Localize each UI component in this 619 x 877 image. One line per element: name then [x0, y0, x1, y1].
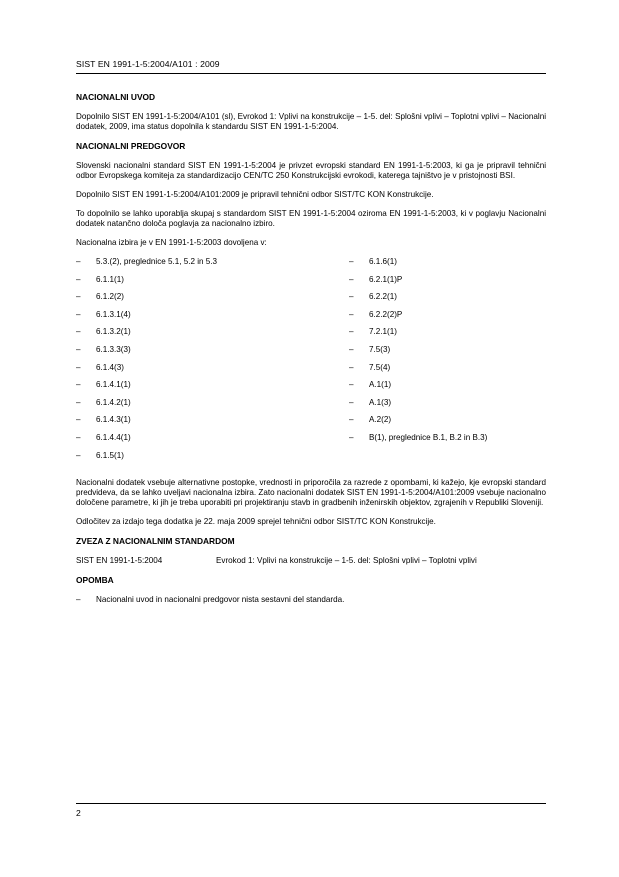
heading-nacionalni-uvod: NACIONALNI UVOD	[76, 92, 156, 102]
list-item-text: A.1(3)	[369, 397, 392, 407]
list-item-text: 6.2.2(1)	[369, 292, 397, 302]
list-dash: –	[76, 257, 81, 266]
list-item-text: 7.2.1(1)	[369, 327, 397, 337]
list-item	[76, 310, 349, 328]
list-item-text: 5.3.(2), preglednice 5.1, 5.2 in 5.3	[96, 257, 218, 266]
list-item	[76, 327, 349, 345]
list-item-text: 6.1.4.3(1)	[96, 415, 131, 425]
heading-nacionalni-predgovor: NACIONALNI PREDGOVOR	[76, 141, 186, 151]
list-item	[76, 398, 349, 416]
page-content	[76, 92, 546, 605]
list-item-text: 6.1.3.2(1)	[96, 327, 131, 337]
list-column-right	[349, 257, 487, 468]
list-dash: –	[349, 309, 354, 319]
list-item	[349, 363, 487, 381]
list-item-text: 6.1.4(3)	[96, 362, 124, 372]
list-item	[349, 275, 487, 293]
list-item	[76, 415, 349, 433]
page-number: 2	[76, 808, 81, 818]
list-item	[349, 292, 487, 310]
predgovor-paragraph-5: Nacionalni dodatek vsebuje alternativne postopke, vrednosti in priporočila za razrede z opombami, ki kažejo, kje evropski standard predvideva, da se lahko uveljavi nacionalna izbira. Zato nacionalni dodatek SIST EN 1991-1-5:2004/A101:2009 vsebuje nacionalno določene parametre, ki jih je treba uporabiti pri projektiranju stavb in gradbenih inženirskih objektov, zgrajenih v Republiki Sloveniji.	[76, 478, 546, 508]
predgovor-paragraph-3: To dopolnilo se lahko uporablja skupaj s standardom SIST EN 1991-1-5:2004 oziroma EN 1991-1-5:2003, ki v poglavju Nacionalni dodatek natančno določa poglavja za nacionalno izbiro.	[76, 209, 546, 228]
standard-reference-row	[76, 556, 546, 566]
list-item	[76, 292, 349, 310]
predgovor-paragraph-6: Odločitev za izdajo tega dodatka je 22. maja 2009 sprejel tehnični odbor SIST/TC KON Konstrukcije.	[76, 517, 436, 527]
list-item-text: 6.2.2(2)P	[369, 309, 403, 319]
list-dash: –	[76, 432, 81, 442]
footer-rule	[76, 803, 546, 804]
list-dash: –	[349, 415, 354, 425]
list-item	[76, 275, 349, 293]
list-item	[349, 327, 487, 345]
note-text: Nacionalni uvod in nacionalni predgovor nista sestavni del standarda.	[96, 595, 345, 605]
header-rule	[76, 73, 546, 74]
predgovor-paragraph-1: Slovenski nacionalni standard SIST EN 1991-1-5:2004 je privzet evropski standard EN 1991-1-5:2003, ki ga je pripravil tehnični odbor Evropskega komiteja za standardizacijo CEN/TC 250 Konstrukcijski evrokodi, katerega tajništvo je v pristojnosti BSI.	[76, 161, 546, 180]
list-item	[349, 415, 487, 433]
opomba-note	[76, 595, 546, 605]
list-dash: –	[76, 292, 81, 302]
list-item	[76, 345, 349, 363]
list-item	[76, 257, 349, 275]
list-item	[349, 398, 487, 416]
list-item-text: 6.1.3.3(3)	[96, 344, 131, 354]
list-item-text: 7.5(3)	[369, 344, 391, 354]
predgovor-paragraph-2: Dopolnilo SIST EN 1991-1-5:2004/A101:2009 je pripravil tehnični odbor SIST/TC KON Konstrukcije.	[76, 190, 434, 199]
standard-title: Evrokod 1: Vplivi na konstrukcije – 1-5. del: Splošni vplivi – Toplotni vplivi	[216, 556, 477, 566]
list-item-text: 6.1.4.1(1)	[96, 380, 131, 390]
list-item-text: 7.5(4)	[369, 362, 391, 372]
list-item	[349, 345, 487, 363]
standard-code: SIST EN 1991-1-5:2004	[76, 556, 163, 566]
list-dash: –	[349, 344, 354, 354]
list-item-text: 6.1.1(1)	[96, 274, 124, 284]
list-dash: –	[349, 380, 354, 390]
list-item	[349, 433, 487, 451]
note-dash: –	[76, 595, 81, 605]
list-dash: –	[349, 432, 354, 442]
list-item-text: 6.1.2(2)	[96, 292, 124, 302]
list-dash: –	[349, 362, 354, 372]
list-item-text: 6.1.5(1)	[96, 450, 124, 460]
list-dash: –	[349, 397, 354, 407]
list-item-text: 6.1.4.2(1)	[96, 397, 131, 407]
list-dash: –	[76, 450, 81, 460]
list-dash: –	[76, 362, 81, 372]
list-dash: –	[76, 397, 81, 407]
list-item	[76, 380, 349, 398]
list-item-text: A.1(1)	[369, 380, 392, 390]
list-item-text: 6.1.4.4(1)	[96, 432, 131, 442]
list-dash: –	[349, 274, 354, 284]
list-item	[349, 380, 487, 398]
list-item	[76, 363, 349, 381]
list-dash: –	[349, 257, 354, 266]
national-choice-list	[76, 257, 546, 468]
predgovor-paragraph-4: Nacionalna izbira je v EN 1991-1-5:2003 dovoljena v:	[76, 238, 267, 247]
list-dash: –	[76, 380, 81, 390]
heading-zveza: ZVEZA Z NACIONALNIM STANDARDOM	[76, 536, 235, 547]
list-item-text: 6.1.6(1)	[369, 257, 397, 266]
list-item	[76, 451, 349, 469]
list-item-text: 6.1.3.1(4)	[96, 309, 131, 319]
list-dash: –	[349, 327, 354, 337]
list-dash: –	[349, 292, 354, 302]
list-dash: –	[76, 327, 81, 337]
heading-opomba: OPOMBA	[76, 575, 114, 586]
list-dash: –	[76, 344, 81, 354]
running-header: SIST EN 1991-1-5:2004/A101 : 2009	[76, 59, 220, 69]
list-item	[349, 310, 487, 328]
list-dash: –	[76, 415, 81, 425]
list-dash: –	[76, 274, 81, 284]
list-item-text: A.2(2)	[369, 415, 392, 425]
list-item-text: B(1), preglednice B.1, B.2 in B.3)	[369, 432, 488, 442]
list-item	[76, 433, 349, 451]
list-item	[349, 257, 487, 275]
list-item-text: 6.2.1(1)P	[369, 274, 403, 284]
uvod-paragraph: Dopolnilo SIST EN 1991-1-5:2004/A101 (sl), Evrokod 1: Vplivi na konstrukcije – 1-5. del: Splošni vplivi – Toplotni vplivi – Nacionalni dodatek, 2009, ima status dopolnila k standardu SIST EN 1991-1-5:2004.	[76, 112, 546, 131]
list-dash: –	[76, 309, 81, 319]
list-column-left	[76, 257, 349, 468]
